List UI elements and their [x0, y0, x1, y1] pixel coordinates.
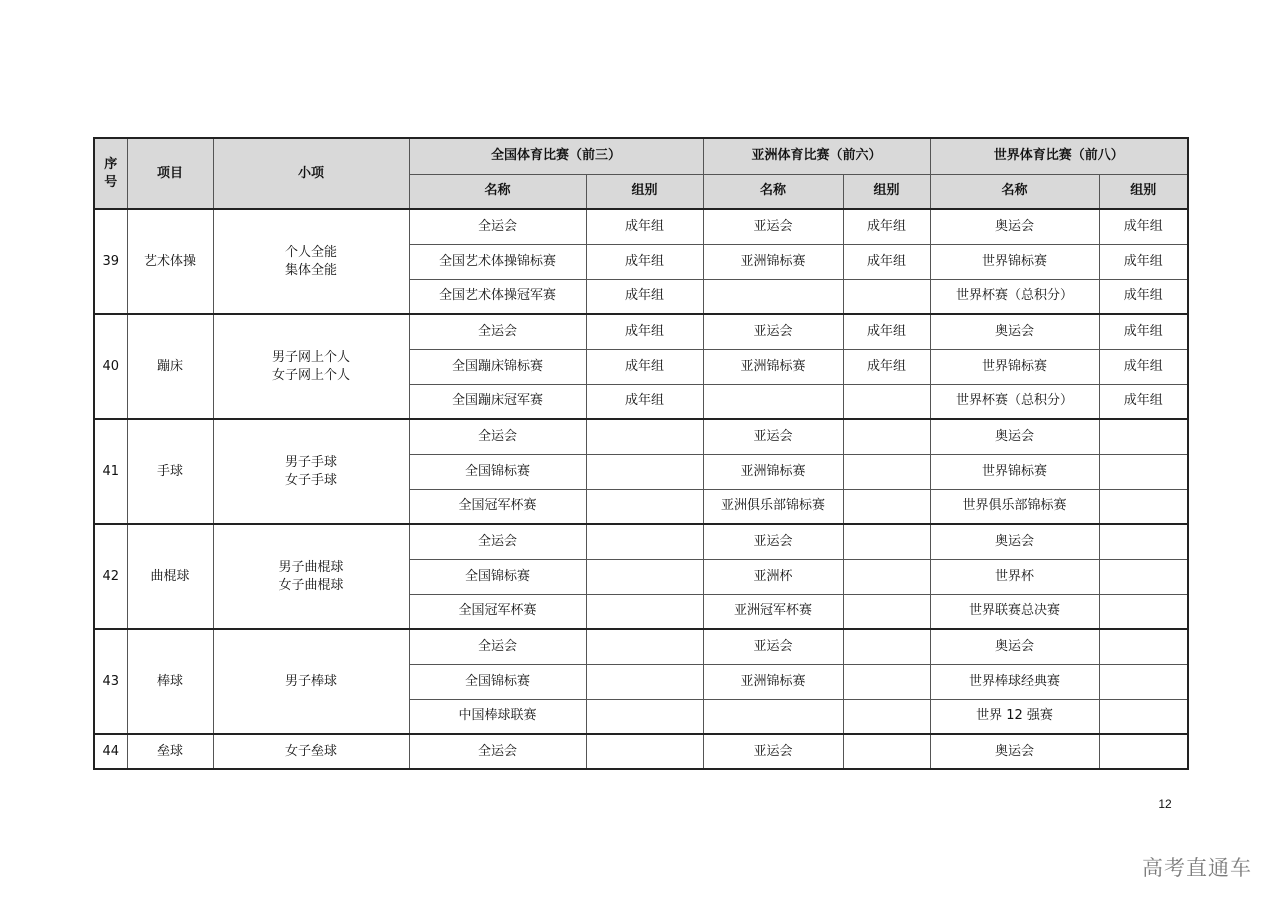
sub-item-cell: 男子网上个人 女子网上个人: [213, 314, 409, 419]
sub-item-cell: 男子棒球: [213, 629, 409, 734]
world-group-cell: 成年组: [1099, 209, 1188, 244]
asian-name-cell: 亚运会: [703, 314, 843, 349]
national-name-cell: 全国冠军杯赛: [409, 489, 586, 524]
world-name-cell: 奥运会: [930, 209, 1099, 244]
national-name-cell: 全运会: [409, 524, 586, 559]
seq-cell: 44: [94, 734, 127, 769]
national-name-cell: 全国艺术体操锦标赛: [409, 244, 586, 279]
national-group-cell: [586, 489, 703, 524]
world-group-cell: 成年组: [1099, 349, 1188, 384]
national-group-cell: [586, 664, 703, 699]
world-group-cell: [1099, 419, 1188, 454]
asian-group-cell: [843, 279, 930, 314]
asian-group-cell: [843, 454, 930, 489]
world-name-cell: 世界锦标赛: [930, 244, 1099, 279]
table-row: [94, 314, 1188, 349]
world-name-cell: 世界联赛总决赛: [930, 594, 1099, 629]
asian-name-cell: [703, 699, 843, 734]
national-name-cell: 全运会: [409, 314, 586, 349]
competition-table: [93, 137, 1189, 770]
national-group-cell: [586, 629, 703, 664]
world-group-cell: 成年组: [1099, 384, 1188, 419]
world-name-cell: 世界 12 强赛: [930, 699, 1099, 734]
asian-name-cell: 亚运会: [703, 734, 843, 769]
header-world: 世界体育比赛（前八）: [930, 138, 1188, 174]
asian-group-cell: [843, 664, 930, 699]
national-name-cell: 全运会: [409, 419, 586, 454]
sport-group-42: [94, 524, 1188, 629]
item-cell: 棒球: [127, 629, 213, 734]
seq-cell: 43: [94, 629, 127, 734]
sport-group-40: [94, 314, 1188, 419]
table-row: [94, 209, 1188, 244]
world-group-cell: [1099, 454, 1188, 489]
world-group-cell: 成年组: [1099, 279, 1188, 314]
asian-group-cell: [843, 629, 930, 664]
world-group-cell: [1099, 699, 1188, 734]
asian-name-cell: 亚运会: [703, 629, 843, 664]
asian-name-cell: 亚洲锦标赛: [703, 664, 843, 699]
national-name-cell: 全运会: [409, 629, 586, 664]
item-cell: 艺术体操: [127, 209, 213, 314]
item-cell: 垒球: [127, 734, 213, 769]
asian-name-cell: 亚洲锦标赛: [703, 244, 843, 279]
world-group-cell: [1099, 489, 1188, 524]
national-name-cell: 全国锦标赛: [409, 559, 586, 594]
asian-group-cell: 成年组: [843, 209, 930, 244]
asian-name-cell: [703, 384, 843, 419]
sport-group-41: [94, 419, 1188, 524]
national-group-cell: 成年组: [586, 384, 703, 419]
sport-group-44: [94, 734, 1188, 769]
asian-name-cell: 亚运会: [703, 524, 843, 559]
national-group-cell: [586, 594, 703, 629]
world-name-cell: 奥运会: [930, 629, 1099, 664]
asian-name-cell: [703, 279, 843, 314]
world-group-cell: [1099, 664, 1188, 699]
asian-name-cell: 亚洲冠军杯赛: [703, 594, 843, 629]
header-sub: 小项: [213, 138, 409, 209]
national-name-cell: 全运会: [409, 209, 586, 244]
national-group-cell: [586, 734, 703, 769]
asian-group-cell: [843, 559, 930, 594]
item-cell: 曲棍球: [127, 524, 213, 629]
asian-group-cell: [843, 384, 930, 419]
asian-group-cell: [843, 419, 930, 454]
world-name-cell: 世界俱乐部锦标赛: [930, 489, 1099, 524]
asian-group-cell: [843, 734, 930, 769]
asian-group-cell: [843, 699, 930, 734]
world-group-cell: [1099, 734, 1188, 769]
table-header: [94, 138, 1188, 209]
world-name-cell: 世界棒球经典赛: [930, 664, 1099, 699]
world-name-cell: 世界杯赛（总积分）: [930, 279, 1099, 314]
national-name-cell: 全国冠军杯赛: [409, 594, 586, 629]
world-group-cell: [1099, 629, 1188, 664]
item-cell: 手球: [127, 419, 213, 524]
world-name-cell: 世界锦标赛: [930, 454, 1099, 489]
national-name-cell: 全国锦标赛: [409, 664, 586, 699]
watermark: 高考直通车: [1142, 856, 1252, 880]
world-name-cell: 奥运会: [930, 524, 1099, 559]
sub-item-cell: 男子手球 女子手球: [213, 419, 409, 524]
asian-group-cell: 成年组: [843, 349, 930, 384]
asian-name-cell: 亚运会: [703, 209, 843, 244]
seq-cell: 42: [94, 524, 127, 629]
asian-group-cell: 成年组: [843, 314, 930, 349]
national-group-cell: [586, 454, 703, 489]
sport-group-43: [94, 629, 1188, 734]
header-seq: 序 号: [94, 138, 127, 209]
asian-group-cell: 成年组: [843, 244, 930, 279]
table-row: [94, 524, 1188, 559]
world-group-cell: 成年组: [1099, 244, 1188, 279]
item-cell: 蹦床: [127, 314, 213, 419]
world-name-cell: 奥运会: [930, 734, 1099, 769]
asian-name-cell: 亚运会: [703, 419, 843, 454]
world-name-cell: 世界锦标赛: [930, 349, 1099, 384]
table-row: [94, 629, 1188, 664]
national-group-cell: [586, 419, 703, 454]
asian-group-cell: [843, 524, 930, 559]
world-group-cell: [1099, 559, 1188, 594]
asian-name-cell: 亚洲杯: [703, 559, 843, 594]
asian-name-cell: 亚洲锦标赛: [703, 454, 843, 489]
national-group-cell: [586, 559, 703, 594]
header-asian-group: 组别: [843, 174, 930, 209]
header-world-name: 名称: [930, 174, 1099, 209]
header-national: 全国体育比赛（前三）: [409, 138, 703, 174]
header-asian: 亚洲体育比赛（前六）: [703, 138, 930, 174]
header-item: 项目: [127, 138, 213, 209]
sub-item-cell: 女子垒球: [213, 734, 409, 769]
asian-name-cell: 亚洲俱乐部锦标赛: [703, 489, 843, 524]
sub-item-cell: 男子曲棍球 女子曲棍球: [213, 524, 409, 629]
national-group-cell: 成年组: [586, 349, 703, 384]
world-name-cell: 奥运会: [930, 419, 1099, 454]
world-name-cell: 奥运会: [930, 314, 1099, 349]
table-row: [94, 419, 1188, 454]
national-group-cell: 成年组: [586, 244, 703, 279]
asian-group-cell: [843, 594, 930, 629]
seq-cell: 40: [94, 314, 127, 419]
world-group-cell: [1099, 594, 1188, 629]
table-row: [94, 734, 1188, 769]
world-name-cell: 世界杯赛（总积分）: [930, 384, 1099, 419]
asian-group-cell: [843, 489, 930, 524]
header-asian-name: 名称: [703, 174, 843, 209]
seq-cell: 41: [94, 419, 127, 524]
header-world-group: 组别: [1099, 174, 1188, 209]
sport-group-39: [94, 209, 1188, 314]
national-name-cell: 全国蹦床锦标赛: [409, 349, 586, 384]
national-group-cell: [586, 524, 703, 559]
world-group-cell: [1099, 524, 1188, 559]
world-group-cell: 成年组: [1099, 314, 1188, 349]
national-name-cell: 全国艺术体操冠军赛: [409, 279, 586, 314]
national-name-cell: 全国蹦床冠军赛: [409, 384, 586, 419]
national-group-cell: 成年组: [586, 314, 703, 349]
world-name-cell: 世界杯: [930, 559, 1099, 594]
national-name-cell: 全运会: [409, 734, 586, 769]
asian-name-cell: 亚洲锦标赛: [703, 349, 843, 384]
national-name-cell: 中国棒球联赛: [409, 699, 586, 734]
national-group-cell: 成年组: [586, 279, 703, 314]
sub-item-cell: 个人全能 集体全能: [213, 209, 409, 314]
header-national-name: 名称: [409, 174, 586, 209]
header-national-group: 组别: [586, 174, 703, 209]
page-number: 12: [1158, 797, 1172, 811]
seq-cell: 39: [94, 209, 127, 314]
national-group-cell: 成年组: [586, 209, 703, 244]
national-name-cell: 全国锦标赛: [409, 454, 586, 489]
national-group-cell: [586, 699, 703, 734]
